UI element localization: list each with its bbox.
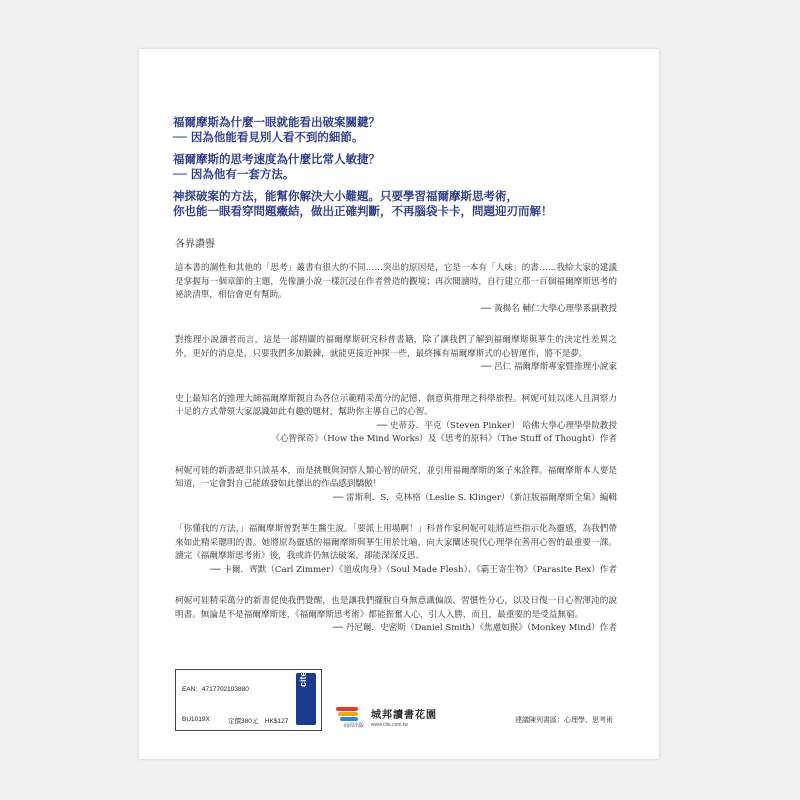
praise-quotes	[175, 262, 617, 654]
book-code: BU1019X	[182, 716, 210, 723]
quote-attribution: ── 卡爾．齊默（Carl Zimmer）《道成肉身》（Soul Made Flesh）、《霸王寄生物》（Parasite Rex）作者	[210, 564, 617, 575]
cite-group-logo	[371, 706, 437, 728]
quote-item	[175, 595, 617, 636]
quote-attribution: ── 呂仁 福爾摩斯專家暨推理小說家	[480, 362, 617, 372]
quote-body: 史上最知名的推理大師福爾摩斯親自為各位示範精采萬分的記憶、創意與推理之科學旅程。柯妮可娃以迷人且洞察力十足的方式帶領大家認識如此有趣的題材，幫助你主導自己的心智。	[175, 393, 617, 417]
back-cover	[139, 49, 659, 759]
logo-stripe	[338, 712, 358, 716]
cite-group-name: 城邦讀書花園	[371, 710, 437, 721]
publisher-logo-label: 商周出版	[344, 723, 365, 729]
praise-heading: 各界讚譽	[175, 239, 215, 250]
cite-group-url: www.cite.com.tw	[371, 722, 408, 728]
barcode-box	[175, 669, 322, 731]
quote-item	[175, 262, 617, 316]
cite-logo-icon: cite	[296, 673, 316, 725]
quote-item	[175, 334, 617, 375]
quote-body: 柯妮可娃精采萬分的新書促使我們覺醒，也是讓我們擺脫自身無意識偏誤、習慣性分心，以及日復一日心智渾沌的說明書。無論是不是福爾摩斯迷，《福爾摩斯思考術》都能振奮人心，引人入勝，而且，最重要的是受益無窮。	[175, 596, 617, 620]
intro-paragraph-2: 福爾摩斯的思考速度為什麼比常人敏捷？ ── 因為他有一套方法。	[173, 152, 380, 181]
publisher-logo-icon	[336, 707, 365, 729]
quote-attribution: ── 雷斯利．S．克林格（Leslie S. Klinger）《新註版福爾摩斯全集》編輯	[332, 492, 617, 503]
quote-attribution: ── 丹尼爾．史密斯（Daniel Smith）《焦慮如猴》（Monkey Mind）作者	[332, 623, 617, 633]
quote-item	[175, 523, 617, 577]
logo-stripe	[340, 717, 358, 721]
ean-number: EAN：4717702103880	[182, 686, 249, 693]
shelf-category: 建議陳列書區：心理學、思考術	[515, 716, 613, 724]
logo-stripe	[336, 707, 358, 711]
quote-body: 這本書的調性和其他的「思考」叢書有很大的不同……突出的原因是，它是一本有「人味」的書……我給大家的建議是掌握每一個章節的主題，先像讀小說一樣沉浸在作者營造的觀境；再次閱讀時，自行建立那一百個福爾摩斯思考的祕訣清單，相信會更有幫助。	[175, 263, 617, 300]
quote-attribution: ── 史蒂芬．平克（Steven Pinker） 哈佛大學心理學學院教授 《心智探奇》（How the Mind Works）及《思考的原料》（The Stuff of Thought）作者	[271, 420, 617, 444]
quote-body: 柯妮可娃的新書絕非只談基本，而是挑戰與洞察人類心智的研究，並引用福爾摩斯的案子來詮釋。福爾摩斯本人要是知道，一定會對自己能啟發如此傑出的作品感到驕傲！	[175, 465, 617, 489]
quote-body: 「你懂我的方法，」福爾摩斯曾對華生醫生說。「要派上用場啊！」科普作家柯妮可娃將這些指示化為靈感，為我們帶來如此精采聰明的書。她將原為靈感的福爾摩斯與華生用於比喻，向大家闡述現代心理學在善用心智的最重要一課。讀完《福爾摩斯思考術》後，我或許仍無法破案，卻能深深反思。	[175, 524, 617, 561]
quote-item	[175, 393, 617, 447]
intro-paragraph-1: 福爾摩斯為什麼一眼就能看出破案關鍵？ ── 因為他能看見別人看不到的細節。	[173, 115, 380, 144]
quote-attribution: ── 黃揚名 輔仁大學心理學系副教授	[480, 303, 617, 314]
intro-tagline	[173, 115, 643, 226]
intro-paragraph-3: 神探破案的方法，能幫你解決大小難題。只要學習福爾摩斯思考術， 你也能一眼看穿問題癥結，做出正確判斷，不再腦袋卡卡，問題迎刃而解！	[173, 189, 553, 218]
quote-item	[175, 465, 617, 506]
book-price: 定價380元 HK$127	[228, 718, 289, 725]
quote-body: 對推理小說讀者而言，這是一部精闢的福爾摩斯研究科普書籍，除了讓我們了解到福爾摩斯與華生的決定性差異之外，更好的消息是，只要我們多加鍛鍊，就能更接近神探一些，最終擁有福爾摩斯式的心智運作，將不是夢。	[175, 335, 617, 359]
